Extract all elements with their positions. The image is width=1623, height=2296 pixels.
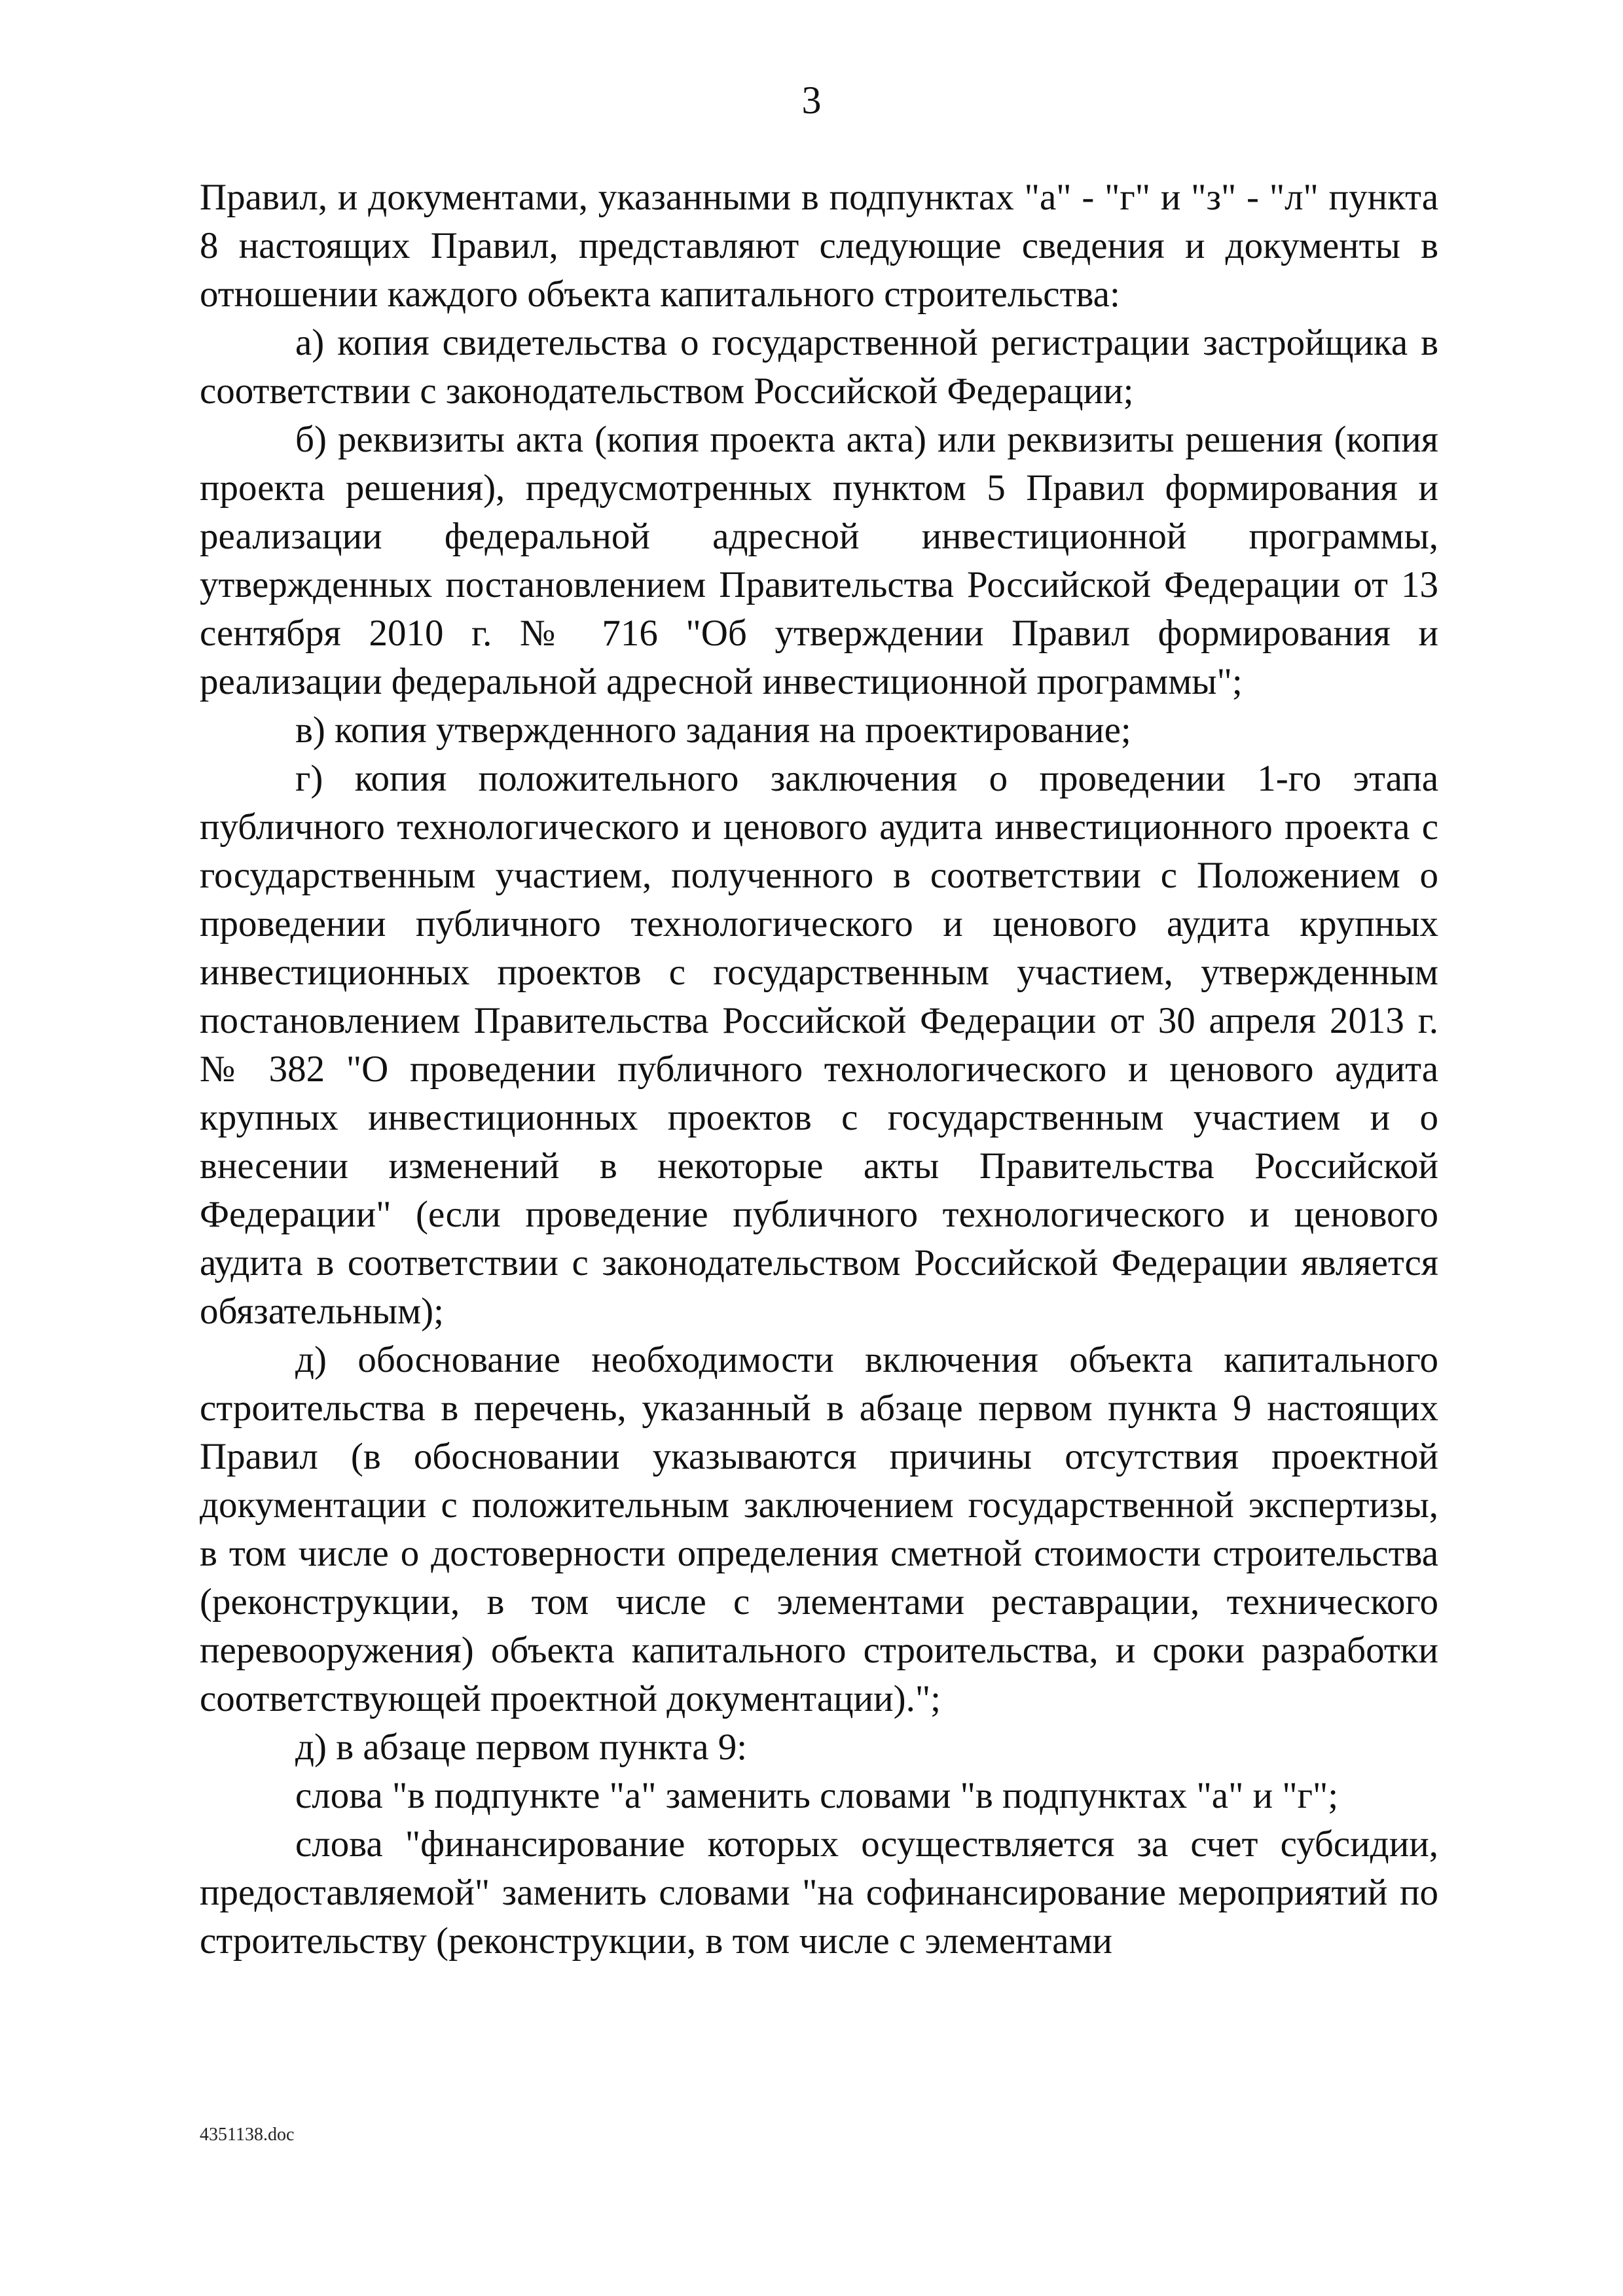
paragraph-item-d: д) обоснование необходимости включения объекта капитального строительства в перечень, указанный в абзаце первом пункта 9 настоящих Правил (в обосновании указываются причины отсутствия проектной документации с положительным заключением государственной экспертизы, в том числе о достоверности определения сметной стоимости строительства (реконструкции, в том числе с элементами реставрации, технического перевооружения) объекта капитального строительства, и сроки разработки соответствующей проектной документации)."; [200,1339,1438,1719]
footer-filename: 4351138.doc [200,2125,295,2145]
paragraph-words-replace-1: слова "в подпункте "а" заменить словами "в подпунктах "а" и "г"; [295,1775,1339,1816]
paragraph-words-replace-2: слова "финансирование которых осуществляется за счет субсидии, предоставляемой" заменить словами "на софинансирование мероприятий по строительству (реконструкции, в том числе с элементами [200,1823,1438,1962]
page-number: 3 [801,79,822,122]
paragraph-item-b: б) реквизиты акта (копия проекта акта) или реквизиты решения (копия проекта решения), предусмотренных пунктом 5 Правил формирования и реализации федеральной адресной инвестиционной программы, утвержденных постановлением Правительства Российской Федерации от 13 сентября 2010 г. № 716 "Об утверждении Правил формирования и реализации федеральной адресной инвестиционной программы"; [200,419,1438,702]
paragraph-amendment-d: д) в абзаце первом пункта 9: [295,1727,748,1768]
document-body [200,173,1438,1965]
paragraph-item-a: а) копия свидетельства о государственной регистрации застройщика в соответствии с законодательством Российской Федерации; [200,322,1438,412]
paragraph-continuation: Правил, и документами, указанными в подпунктах "а" - "г" и "з" - "л" пункта 8 настоящих Правил, представляют следующие сведения и документы в отношении каждого объекта капитального строительства: [200,177,1438,315]
paragraph-item-g: г) копия положительного заключения о проведении 1-го этапа публичного технологического и ценового аудита инвестиционного проекта с государственным участием, полученного в соответствии с Положением о проведении публичного технологического и ценового аудита крупных инвестиционных проектов с государственным участием, утвержденным постановлением Правительства Российской Федерации от 30 апреля 2013 г. № 382 "О проведении публичного технологического и ценового аудита крупных инвестиционных проектов с государственным участием и о внесении изменений в некоторые акты Правительства Российской Федерации" (если проведение публичного технологического и ценового аудита в соответствии с законодательством Российской Федерации является обязательным); [200,758,1438,1332]
paragraph-item-v: в) копия утвержденного задания на проектирование; [295,709,1131,751]
